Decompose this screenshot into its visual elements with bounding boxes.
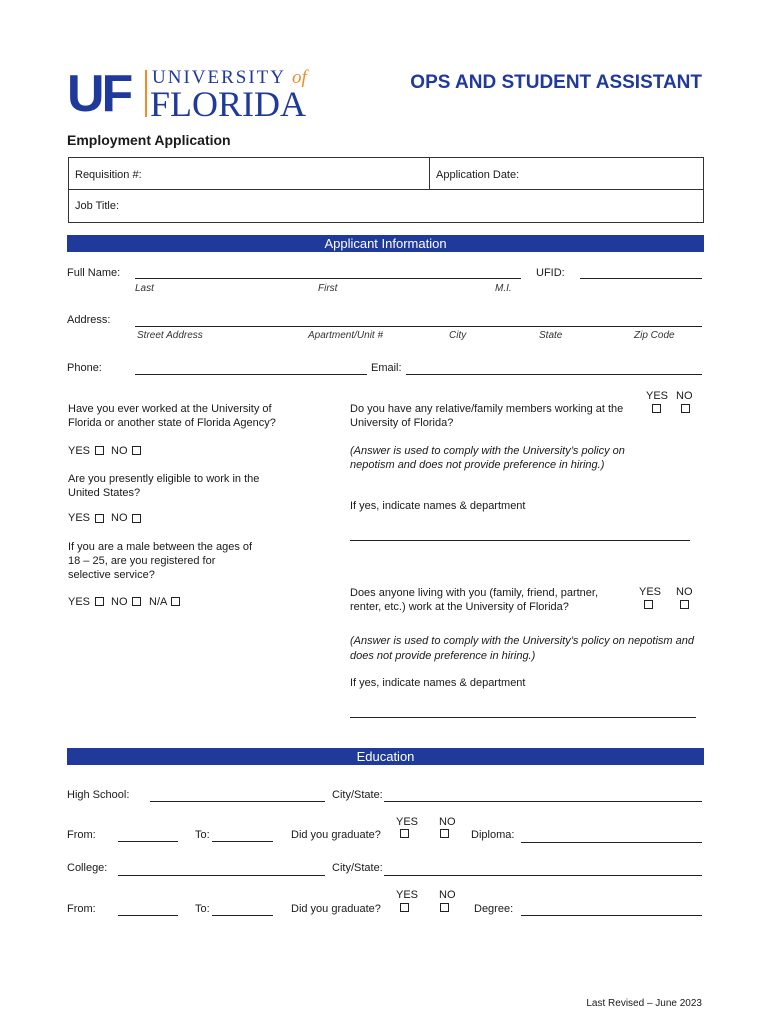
- college-to-input[interactable]: [212, 915, 273, 916]
- last-revised: Last Revised – June 2023: [586, 998, 702, 1009]
- rq2-no-header: NO: [676, 586, 693, 598]
- nepotism-note-2: (Answer is used to comply with the University’s policy on nepotism and does not provide preference in hiring.): [350, 635, 695, 662]
- question-relative-uf: Do you have any relative/family members working at the University of Florida?: [350, 403, 624, 429]
- college-city-state-input[interactable]: [384, 875, 702, 876]
- email-input[interactable]: [406, 374, 702, 375]
- job-title-field[interactable]: Job Title:: [75, 200, 120, 212]
- form-subtitle: Employment Application: [67, 132, 231, 148]
- mi-caption: M.I.: [495, 283, 512, 294]
- college-yes-header: YES: [396, 889, 419, 901]
- household-names-input[interactable]: [350, 717, 696, 718]
- hs-graduate-no-checkbox[interactable]: [440, 829, 449, 838]
- q1-yes-checkbox[interactable]: [95, 446, 104, 455]
- q3-na-checkbox[interactable]: [171, 597, 180, 606]
- requisition-field[interactable]: Requisition #:: [75, 169, 142, 181]
- box-divider-vertical: [429, 158, 430, 189]
- applicant-info-banner: Applicant Information: [67, 235, 704, 252]
- high-school-input[interactable]: [150, 801, 325, 802]
- rq2-yes-header: YES: [639, 586, 662, 598]
- college-graduate-label: Did you graduate?: [291, 903, 381, 915]
- q2-no-checkbox[interactable]: [132, 514, 141, 523]
- requisition-box: [68, 157, 704, 223]
- diploma-input[interactable]: [521, 842, 702, 843]
- hs-from-input[interactable]: [118, 841, 178, 842]
- hs-no-header: NO: [439, 816, 456, 828]
- email-label: Email:: [371, 362, 402, 374]
- logo-of: of: [292, 67, 307, 88]
- hs-to-input[interactable]: [212, 841, 273, 842]
- hs-from-label: From:: [67, 829, 96, 841]
- street-caption: Street Address: [137, 330, 203, 341]
- phone-input[interactable]: [135, 374, 367, 375]
- box-divider-horizontal: [69, 189, 703, 190]
- question-selective-service: If you are a male between the ages of 18 – 25, are you registered for selective service?: [68, 541, 253, 581]
- page-title: OPS AND STUDENT ASSISTANT: [410, 72, 702, 93]
- q2-yes-checkbox[interactable]: [95, 514, 104, 523]
- college-graduate-no-checkbox[interactable]: [440, 903, 449, 912]
- logo-university-word: UNIVERSITY: [152, 67, 286, 88]
- q3-na-label: N/A: [149, 596, 168, 608]
- diploma-label: Diploma:: [471, 829, 515, 841]
- hs-yes-header: YES: [396, 816, 419, 828]
- college-graduate-yes-checkbox[interactable]: [400, 903, 409, 912]
- degree-label: Degree:: [474, 903, 514, 915]
- first-caption: First: [318, 283, 338, 294]
- address-input[interactable]: [135, 326, 702, 327]
- q3-no-checkbox[interactable]: [132, 597, 141, 606]
- q1-no-checkbox[interactable]: [132, 446, 141, 455]
- ufid-label: UFID:: [536, 267, 565, 279]
- address-label: Address:: [67, 314, 111, 326]
- ufid-input[interactable]: [580, 278, 702, 279]
- q1-no-label: NO: [111, 445, 128, 457]
- full-name-input[interactable]: [135, 278, 521, 279]
- full-name-label: Full Name:: [67, 267, 121, 279]
- rq2-yes-checkbox[interactable]: [644, 600, 653, 609]
- rq1-yes-header: YES: [646, 390, 669, 402]
- apt-caption: Apartment/Unit #: [308, 330, 384, 341]
- college-label: College:: [67, 862, 108, 874]
- relative-names-input[interactable]: [350, 540, 690, 541]
- degree-input[interactable]: [521, 915, 702, 916]
- logo-uf-mark: UF: [67, 65, 131, 123]
- hs-city-state-label: City/State:: [332, 789, 383, 801]
- q3-yes-checkbox[interactable]: [95, 597, 104, 606]
- rq1-no-checkbox[interactable]: [681, 404, 690, 413]
- if-yes-label-2: If yes, indicate names & department: [350, 677, 526, 689]
- hs-to-label: To:: [195, 829, 210, 841]
- rq1-yes-checkbox[interactable]: [652, 404, 661, 413]
- city-caption: City: [449, 330, 467, 341]
- nepotism-note-1: (Answer is used to comply with the University’s policy on nepotism and does not provide preference in hiring.): [350, 445, 625, 471]
- question-eligible: Are you presently eligible to work in the United States?: [68, 473, 260, 499]
- college-to-label: To:: [195, 903, 210, 915]
- education-banner: Education: [67, 748, 704, 765]
- college-city-state-label: City/State:: [332, 862, 383, 874]
- q3-no-label: NO: [111, 596, 128, 608]
- hs-graduate-yes-checkbox[interactable]: [400, 829, 409, 838]
- if-yes-label-1: If yes, indicate names & department: [350, 500, 526, 512]
- hs-graduate-label: Did you graduate?: [291, 829, 381, 841]
- q2-no-label: NO: [111, 512, 128, 524]
- question-household-uf: Does anyone living with you (family, friend, partner, renter, etc.) work at the University of Florida?: [350, 587, 599, 613]
- question-worked-uf: Have you ever worked at the University of Florida or another state of Florida Agency?: [68, 403, 276, 429]
- hs-city-state-input[interactable]: [384, 801, 702, 802]
- high-school-label: High School:: [67, 789, 130, 801]
- application-date-field[interactable]: Application Date:: [436, 169, 520, 181]
- college-no-header: NO: [439, 889, 456, 901]
- logo-florida: FLORIDA: [150, 84, 307, 124]
- q3-yes-label: YES: [68, 596, 91, 608]
- last-caption: Last: [135, 283, 154, 294]
- college-input[interactable]: [118, 875, 325, 876]
- state-caption: State: [539, 330, 563, 341]
- logo-divider: [145, 70, 147, 117]
- q2-yes-label: YES: [68, 512, 91, 524]
- phone-label: Phone:: [67, 362, 102, 374]
- college-from-label: From:: [67, 903, 96, 915]
- zip-caption: Zip Code: [634, 330, 675, 341]
- rq1-no-header: NO: [676, 390, 693, 402]
- rq2-no-checkbox[interactable]: [680, 600, 689, 609]
- college-from-input[interactable]: [118, 915, 178, 916]
- q1-yes-label: YES: [68, 445, 91, 457]
